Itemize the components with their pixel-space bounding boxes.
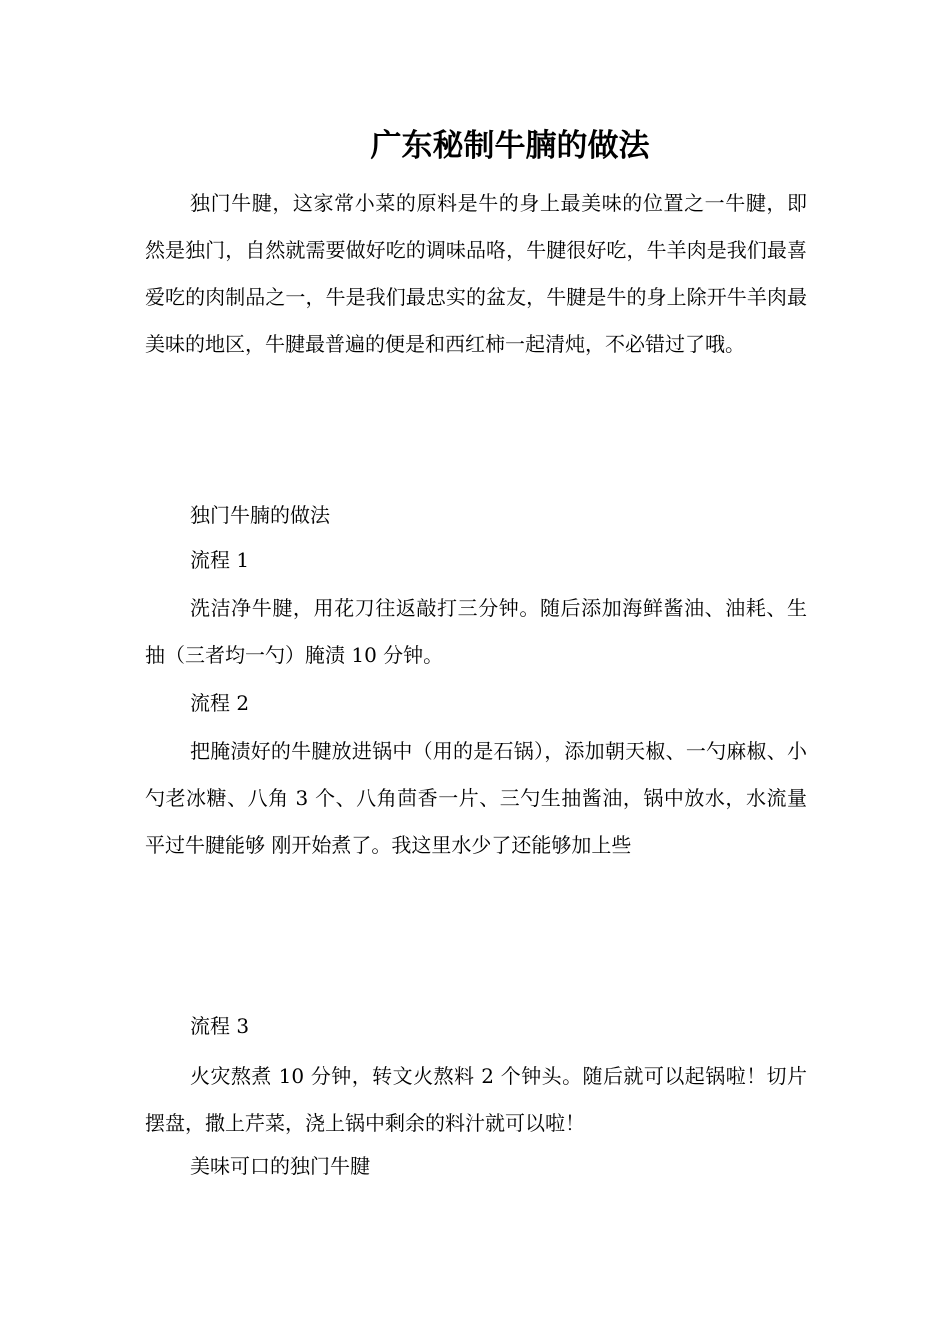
- intro-paragraph: 独门牛腱，这家常小菜的原料是牛的身上最美味的位置之一牛腱，即然是独门，自然就需要做好吃的调味品咯，牛腱很好吃，牛羊肉是我们最喜爱吃的肉制品之一，牛是我们最忠实的盆友，牛腱是牛的身上除开牛羊肉最美味的地区，牛腱最普遍的便是和西红柿一起清炖，不必错过了哦。: [145, 191, 807, 356]
- closing-line: 美味可口的独门牛腱: [190, 1154, 370, 1178]
- document-title: 广东秘制牛腩的做法: [370, 128, 650, 164]
- section-heading: 独门牛腩的做法: [190, 503, 330, 527]
- step-3-text: 火灾熬煮 10 分钟，转文火熬料 2 个钟头。随后就可以起锅啦！切片摆盘，撒上芹菜，浇上锅中剩余的料汁就可以啦！: [145, 1064, 807, 1135]
- step-2-label: 流程 2: [190, 691, 250, 715]
- step-2-text: 把腌渍好的牛腱放进锅中（用的是石锅），添加朝天椒、一勺麻椒、小勺老冰糖、八角 3 个、八角茴香一片、三勺生抽酱油，锅中放水，水流量平过牛腱能够 刚开始煮了。我这里水少了还能够加上些: [145, 739, 807, 857]
- step-1-text: 洗洁净牛腱，用花刀往返敲打三分钟。随后添加海鲜酱油、油耗、生抽（三者均一勺）腌渍 10 分钟。: [145, 596, 807, 667]
- step-3-label: 流程 3: [190, 1014, 250, 1038]
- step-1-label: 流程 1: [190, 548, 250, 572]
